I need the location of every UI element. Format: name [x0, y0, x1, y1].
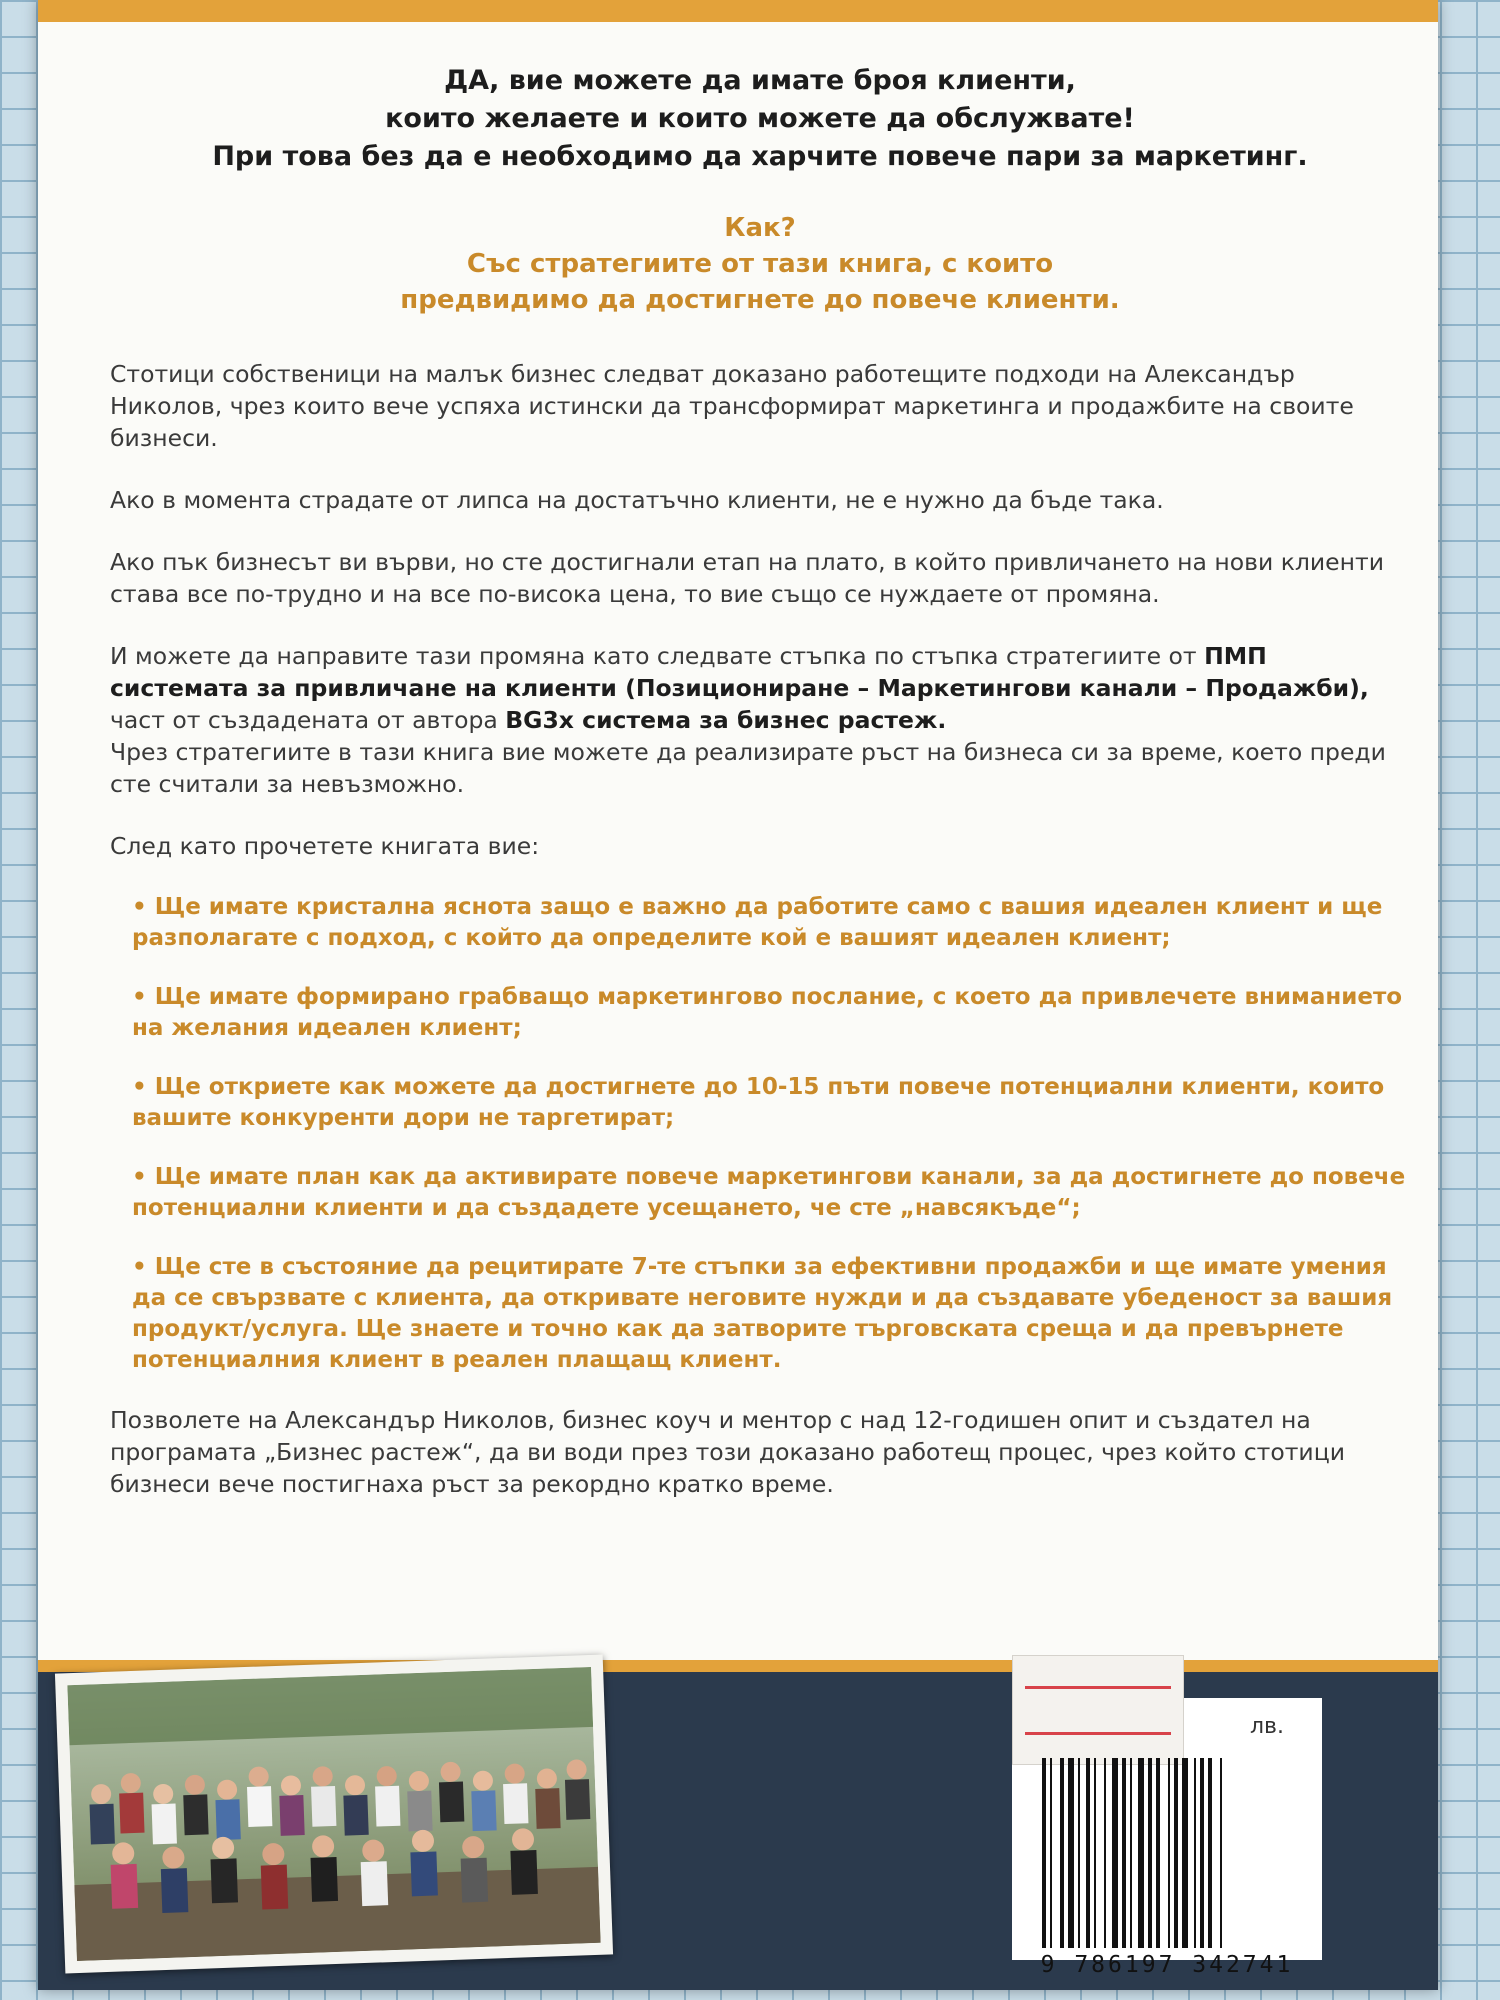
intro-paragraph: Стотици собственици на малък бизнес следват доказано работещите подходи на Александър Николов, чрез които вече успяха истински да трансформират маркетинга и продажбите на своите бизнеси. [110, 360, 1354, 452]
plateau-paragraph: Ако пък бизнесът ви върви, но сте достигнали етап на плато, в който привличането на нови клиенти става все по-трудно и на все по-висока цена, то вие също се нуждаете от промяна. [110, 548, 1384, 608]
group-photo [55, 1655, 613, 1974]
barcode-bar [1148, 1758, 1152, 1948]
headline-line: При това без да е необходимо да харчите повече пари за маркетинг. [212, 141, 1308, 172]
top-orange-stripe [38, 0, 1438, 22]
barcode-bar [1200, 1758, 1204, 1948]
problem-paragraph: Ако в момента страдате от липса на достатъчно клиенти, не е нужно да бъде така. [110, 486, 1164, 514]
headline-line: които желаете и които можете да обслужвате! [385, 103, 1135, 134]
barcode-bar [1194, 1758, 1196, 1948]
barcode-bar [1182, 1758, 1188, 1948]
barcode-bar [1168, 1758, 1170, 1948]
barcode-bar [1130, 1758, 1132, 1948]
closing-paragraph: Позволете на Александър Николов, бизнес коуч и ментор с над 12-годишен опит и създател на програмата „Бизнес растеж“, да ви води през този доказано работещ процес, чрез който стотици бизнеси вече постигнаха ръст за рекордно кратко време. [110, 1406, 1345, 1498]
price-sticker [1012, 1655, 1184, 1765]
benefit-item: • Ще имате кристална яснота защо е важно да работите само с вашия идеален клиент и ще разполагате с подход, с който да определите кой е вашият идеален клиент; [132, 894, 1383, 951]
pmp-system-name: ПМП системата за привличане на клиенти (Позициониране – Маркетингови канали – Продажби), [110, 642, 1369, 702]
bg3x-system-name: BG3x система за бизнес растеж. [505, 706, 947, 734]
system-text: част от създадената от автора [110, 706, 506, 734]
headline [110, 62, 1410, 176]
benefit-item: • Ще имате план как да активирате повече маркетингови канали, за да достигнете до повече потенциални клиенти и да създадете усещането, че сте „навсякъде“; [132, 1164, 1406, 1221]
system-text: Чрез стратегиите в тази книга вие можете да реализирате ръст на бизнеса си за време, което преди сте считали за невъзможно. [110, 738, 1386, 798]
barcode-bar [1050, 1758, 1052, 1948]
barcode [1042, 1758, 1292, 1948]
barcode-bar [1208, 1758, 1212, 1948]
group-photo-image [67, 1667, 600, 1961]
headline-line: ДА, вие можете да имате броя клиенти, [444, 65, 1076, 96]
price-sticker-line [1025, 1732, 1171, 1735]
benefit-item: • Ще сте в състояние да рецитирате 7-те стъпки за ефективни продажби и ще имате умения да се свързвате с клиента, да откривате неговите нужди и да създавате убеденост за вашия продукт/услуга. Ще знаете и точно как да затворите търговската среща и да превърнете потенциалния клиент в реален плащащ клиент. [132, 1254, 1393, 1373]
barcode-bar [1068, 1758, 1074, 1948]
benefit-item: • Ще имате формирано грабващо маркетингово послание, с което да привлечете вниманието на желания идеален клиент; [132, 984, 1403, 1041]
system-text: И можете да направите тази промяна като следвате стъпка по стъпка стратегиите от [110, 642, 1205, 670]
barcode-bar [1156, 1758, 1160, 1948]
barcode-bar [1094, 1758, 1096, 1948]
question-line: Със стратегиите от тази книга, с които [466, 249, 1054, 279]
price-sticker-line [1025, 1686, 1171, 1689]
barcode-bar [1220, 1758, 1222, 1948]
barcode-bar [1060, 1758, 1064, 1948]
barcode-bar [1078, 1758, 1080, 1948]
barcode-bar [1086, 1758, 1090, 1948]
benefit-item: • Ще откриете как можете да достигнете до 10-15 пъти повече потенциални клиенти, които вашите конкуренти дори не таргетират; [132, 1074, 1385, 1131]
barcode-bar [1174, 1758, 1178, 1948]
benefits-list [132, 892, 1410, 1376]
after-reading-paragraph: След като прочетете книгата вие: [110, 832, 540, 860]
barcode-bar [1112, 1758, 1118, 1948]
barcode-bar [1104, 1758, 1106, 1948]
barcode-bar [1042, 1758, 1046, 1948]
price-currency: лв. [1250, 1714, 1285, 1739]
isbn-number: 9 786197 342741 [1040, 1952, 1294, 1978]
barcode-bar [1138, 1758, 1144, 1948]
barcode-bar [1122, 1758, 1126, 1948]
question-block [110, 210, 1410, 318]
question-line: предвидимо да достигнете до повече клиенти. [400, 285, 1120, 315]
question-line: Как? [724, 213, 796, 243]
cover-text-block [110, 62, 1410, 1530]
system-paragraph [110, 640, 1410, 800]
